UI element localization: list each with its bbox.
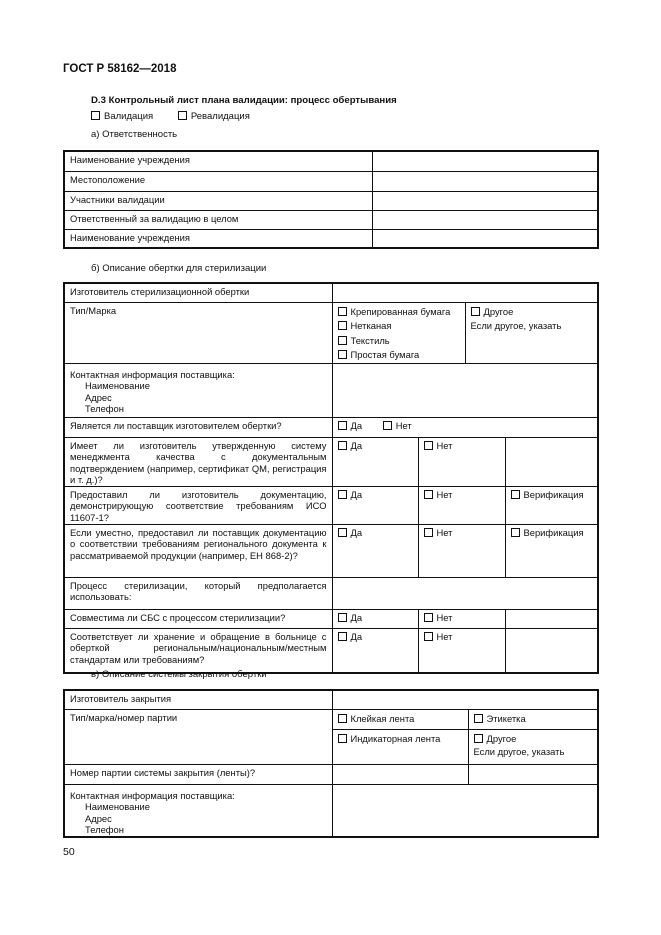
checkbox[interactable] [338, 632, 347, 641]
closure-option-other [468, 729, 598, 764]
supplier-contact-label: Контактная информация поставщика: Наименование Адрес Телефон [64, 363, 332, 417]
regional-yes[interactable]: Да [332, 524, 418, 577]
validation-options [91, 111, 250, 122]
wrap-manufacturer-label: Изготовитель стерилизационной обертки [64, 283, 332, 302]
part-b-title: б) Описание обертки для стерилизации [91, 263, 267, 274]
resp-row-label: Местоположение [64, 171, 372, 191]
checkbox[interactable] [471, 307, 480, 316]
storage-label: Соответствует ли хранение и обращение в больнице с оберткой региональным/национальным/местным стандартам или требованиям? [64, 628, 332, 673]
sbs-extra [505, 609, 598, 628]
checkbox[interactable] [338, 528, 347, 537]
part-a-title: а) Ответственность [91, 129, 178, 140]
section-title: D.3 Контрольный лист плана валидации: процесс обертывания [91, 95, 397, 106]
checkbox[interactable] [338, 734, 347, 743]
resp-row-value[interactable] [372, 210, 598, 229]
closure-batch-label: Номер партии системы закрытия (ленты)? [64, 764, 332, 784]
checkbox[interactable] [511, 528, 520, 537]
supplier-is-manufacturer-options [332, 417, 598, 437]
storage-extra [505, 628, 598, 673]
qms-no[interactable]: Нет [418, 437, 505, 486]
part-c-title: в) Описание системы закрытия обертки [91, 669, 267, 680]
qms-yes[interactable]: Да [332, 437, 418, 486]
checkbox-revalidation[interactable] [178, 111, 187, 120]
option-yes[interactable]: Да [338, 420, 363, 431]
checkbox[interactable] [338, 307, 347, 316]
closure-type-label: Тип/марка/номер партии [64, 709, 332, 764]
regional-doc-label: Если уместно, предоставил ли поставщик документацию о соответствии требованиям регионального документа к рассматриваемой продукции (например, ЕН 868-2)? [64, 524, 332, 577]
closure-supplier-contact-value[interactable] [332, 784, 598, 837]
closure-other[interactable]: Другое [474, 733, 593, 745]
qms-label: Имеет ли изготовитель утвержденную систему менеджмента качества с документальным подтверждением (например, сертификат QM, регистрация и т. д.)? [64, 437, 332, 486]
checkbox[interactable] [338, 490, 347, 499]
closure-supplier-contact-label: Контактная информация поставщика: Наименование Адрес Телефон [64, 784, 332, 837]
type-option[interactable]: Крепированная бумага [338, 306, 460, 318]
checkbox-validation[interactable] [91, 111, 100, 120]
closure-manufacturer-value[interactable] [332, 690, 598, 709]
sterilization-process-value[interactable] [332, 577, 598, 609]
wrap-manufacturer-value[interactable] [332, 283, 598, 302]
checkbox[interactable] [338, 421, 347, 430]
supplier-contact-value[interactable] [332, 363, 598, 417]
closure-batch-extra [468, 764, 598, 784]
type-option-other[interactable]: Другое [471, 306, 593, 318]
responsibility-table [63, 150, 599, 249]
wrap-type-other [465, 302, 598, 363]
sbs-yes[interactable]: Да [332, 609, 418, 628]
sbs-no[interactable]: Нет [418, 609, 505, 628]
closure-batch-value[interactable] [332, 764, 468, 784]
closure-option-label[interactable]: Этикетка [468, 709, 598, 729]
closure-option-tape[interactable]: Клейкая лента [332, 709, 468, 729]
iso-verification[interactable]: Верификация [505, 486, 598, 524]
type-option[interactable]: Нетканая [338, 320, 460, 332]
closure-option-indicator[interactable]: Индикаторная лента [332, 729, 468, 764]
regional-verification[interactable]: Верификация [505, 524, 598, 577]
checkbox[interactable] [338, 613, 347, 622]
closure-table [63, 689, 599, 838]
resp-row-value[interactable] [372, 151, 598, 171]
resp-row-label: Участники валидации [64, 191, 372, 210]
checkbox[interactable] [424, 490, 433, 499]
resp-row-value[interactable] [372, 171, 598, 191]
checkbox[interactable] [338, 714, 347, 723]
checkbox[interactable] [338, 336, 347, 345]
wrap-description-table [63, 282, 599, 674]
iso-no[interactable]: Нет [418, 486, 505, 524]
sterilization-process-label: Процесс стерилизации, который предполагается использовать: [64, 577, 332, 609]
resp-row-value[interactable] [372, 191, 598, 210]
iso-yes[interactable]: Да [332, 486, 418, 524]
storage-no[interactable]: Нет [418, 628, 505, 673]
checkbox[interactable] [474, 734, 483, 743]
supplier-is-manufacturer-label: Является ли поставщик изготовителем обертки? [64, 417, 332, 437]
checkbox[interactable] [424, 613, 433, 622]
iso-label: Предоставил ли изготовитель документацию, демонстрирующую соответствие требованиям ИСО 11607-1? [64, 486, 332, 524]
page-number: 50 [63, 846, 75, 858]
checkbox[interactable] [338, 350, 347, 359]
type-option[interactable]: Текстиль [338, 335, 460, 347]
other-note: Если другое, указать [470, 320, 562, 332]
closure-manufacturer-label: Изготовитель закрытия [64, 690, 332, 709]
checkbox[interactable] [338, 321, 347, 330]
resp-row-label: Наименование учреждения [64, 229, 372, 248]
option-no[interactable]: Нет [383, 420, 412, 431]
checkbox[interactable] [383, 421, 392, 430]
resp-row-label: Ответственный за валидацию в целом [64, 210, 372, 229]
checkbox[interactable] [424, 528, 433, 537]
document-id: ГОСТ Р 58162—2018 [63, 63, 177, 75]
wrap-type-options [332, 302, 465, 363]
checkbox[interactable] [424, 441, 433, 450]
regional-no[interactable]: Нет [418, 524, 505, 577]
storage-yes[interactable]: Да [332, 628, 418, 673]
qms-extra [505, 437, 598, 486]
sbs-compat-label: Совместима ли СБС с процессом стерилизации? [64, 609, 332, 628]
type-option[interactable]: Простая бумага [338, 349, 460, 361]
wrap-type-label: Тип/Марка [64, 302, 332, 363]
resp-row-value[interactable] [372, 229, 598, 248]
checkbox[interactable] [511, 490, 520, 499]
option-revalidation[interactable]: Ревалидация [178, 111, 250, 122]
closure-other-note: Если другое, указать [473, 746, 565, 758]
checkbox[interactable] [424, 632, 433, 641]
checkbox[interactable] [474, 714, 483, 723]
option-validation[interactable]: Валидация [91, 111, 153, 122]
resp-row-label: Наименование учреждения [64, 151, 372, 171]
checkbox[interactable] [338, 441, 347, 450]
